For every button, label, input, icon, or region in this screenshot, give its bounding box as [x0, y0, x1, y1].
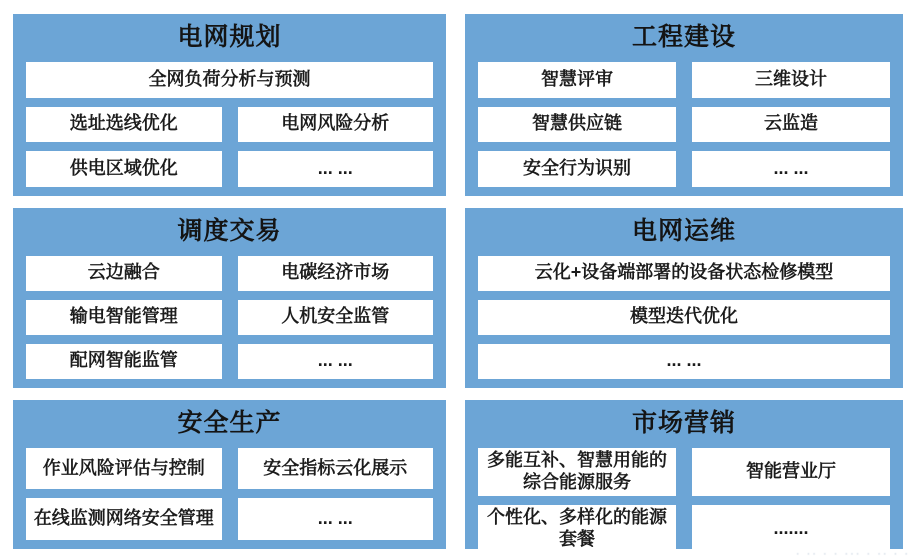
panel-title: 电网运维 [631, 217, 736, 245]
feature-box: 安全指标云化展示 [238, 448, 434, 490]
panel-title: 电网规划 [177, 23, 282, 51]
feature-box: 智慧评审 [478, 62, 676, 98]
feature-box: 个性化、多样化的能源套餐 [478, 505, 676, 553]
feature-row [26, 300, 433, 335]
panel-engineering-construction [465, 14, 903, 196]
panel-rows [26, 62, 433, 187]
feature-box: 安全行为识别 [478, 151, 676, 187]
feature-row [26, 498, 433, 540]
panel-rows [478, 62, 890, 187]
feature-box: 在线监测网络安全管理 [26, 498, 222, 540]
feature-row [26, 151, 433, 187]
feature-row [26, 256, 433, 291]
panel-rows [26, 256, 433, 379]
feature-row [478, 505, 890, 553]
feature-box: ... ... [238, 151, 434, 187]
panel-title: 市场营销 [631, 409, 736, 437]
feature-box: 人机安全监管 [238, 300, 434, 335]
feature-box: ... ... [692, 151, 890, 187]
panel-rows [478, 256, 890, 379]
feature-row [478, 344, 890, 379]
feature-box: 模型迭代优化 [478, 300, 890, 335]
feature-box: 云监造 [692, 107, 890, 143]
feature-box: 云化+设备端部署的设备状态检修模型 [478, 256, 890, 291]
feature-row [26, 344, 433, 379]
panel-rows [478, 448, 890, 553]
panel-safety-production [13, 400, 446, 549]
feature-row [478, 62, 890, 98]
feature-box: 供电区域优化 [26, 151, 222, 187]
feature-box: 配网智能监管 [26, 344, 222, 379]
panel-title: 安全生产 [177, 409, 282, 437]
feature-box: 智能营业厅 [692, 448, 890, 496]
feature-box: 多能互补、智慧用能的综合能源服务 [478, 448, 676, 496]
panel-title: 工程建设 [631, 23, 736, 51]
feature-row [26, 62, 433, 98]
feature-row [478, 107, 890, 143]
panel-grid-planning [13, 14, 446, 196]
feature-box: 智慧供应链 [478, 107, 676, 143]
feature-row [26, 448, 433, 490]
feature-box: 电网风险分析 [238, 107, 434, 143]
panel-marketing [465, 400, 903, 549]
feature-box: 全网负荷分析与预测 [26, 62, 433, 98]
feature-row [478, 448, 890, 496]
feature-box: ... ... [238, 344, 434, 379]
panel-dispatch-trading [13, 208, 446, 388]
feature-box: 三维设计 [692, 62, 890, 98]
feature-box: 输电智能管理 [26, 300, 222, 335]
panel-rows [26, 448, 433, 540]
feature-box: 选址选线优化 [26, 107, 222, 143]
feature-row [478, 256, 890, 291]
feature-box: ....... [692, 505, 890, 553]
feature-box: 云边融合 [26, 256, 222, 291]
panel-grid-operation-maintenance [465, 208, 903, 388]
feature-box: 作业风险评估与控制 [26, 448, 222, 490]
feature-box: 电碳经济市场 [238, 256, 434, 291]
feature-row [478, 300, 890, 335]
feature-box: ... ... [478, 344, 890, 379]
watermark-artifact: · ·· · · ··· · ·· · · [795, 548, 910, 560]
feature-row [478, 151, 890, 187]
panel-grid [13, 14, 903, 549]
feature-row [26, 107, 433, 143]
panel-title: 调度交易 [177, 217, 282, 245]
feature-box: ... ... [238, 498, 434, 540]
